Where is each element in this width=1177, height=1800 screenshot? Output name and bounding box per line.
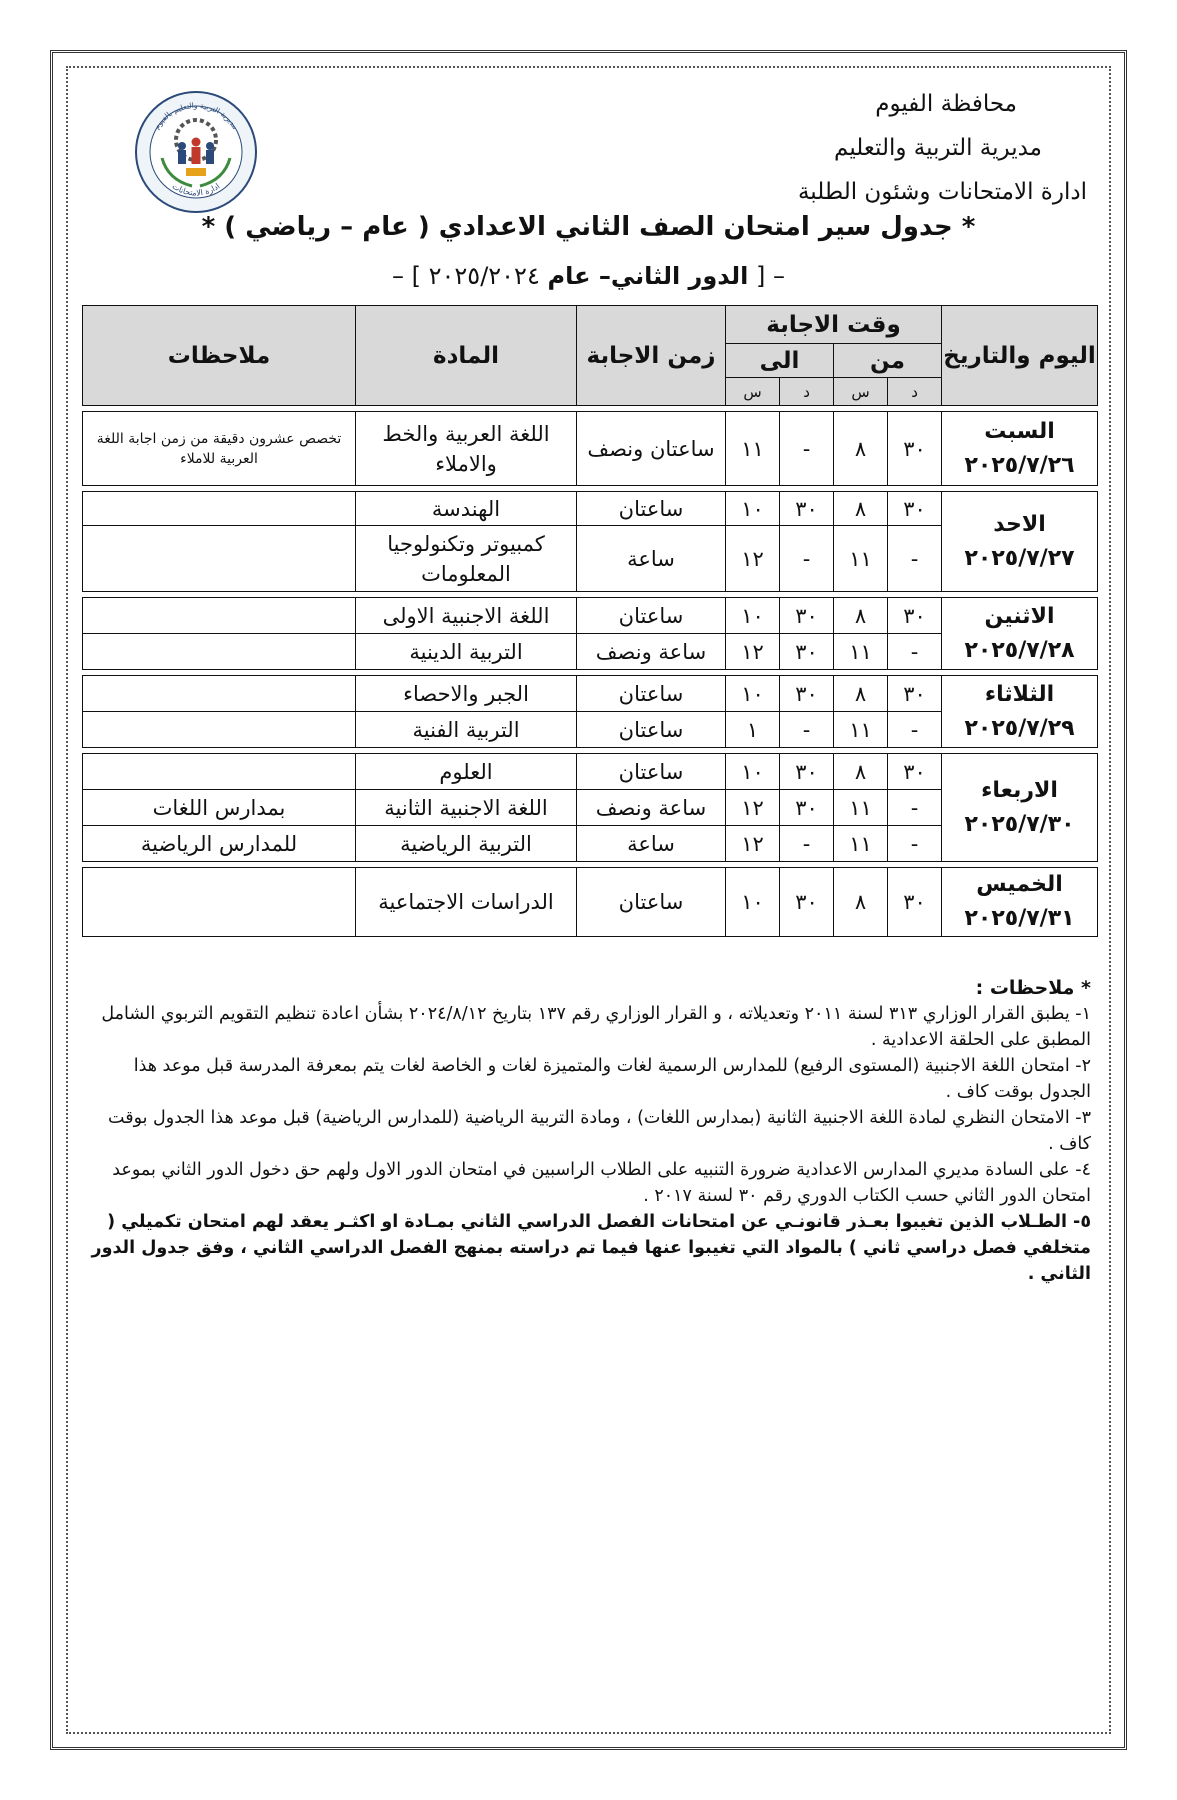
day-cell-monday bbox=[942, 598, 1098, 670]
directorate-seal-logo bbox=[132, 88, 260, 216]
from-minute: ٣٠ bbox=[888, 676, 942, 712]
from-hour: ٨ bbox=[834, 868, 888, 937]
to-minute: ٣٠ bbox=[780, 634, 834, 670]
from-minute: - bbox=[888, 634, 942, 670]
duration: ساعة ونصف bbox=[577, 790, 726, 826]
day-name: الخميس bbox=[976, 872, 1063, 897]
note bbox=[83, 492, 356, 526]
from-minute: ٣٠ bbox=[888, 598, 942, 634]
table-row bbox=[83, 412, 1098, 486]
to-minute: ٣٠ bbox=[780, 754, 834, 790]
directorate-name: مديرية التربية والتعليم bbox=[834, 135, 1042, 161]
header-notes: ملاحظات bbox=[83, 306, 356, 406]
to-hour: ١٠ bbox=[726, 754, 780, 790]
day-cell-wednesday bbox=[942, 754, 1098, 862]
from-minute: - bbox=[888, 790, 942, 826]
duration: ساعتان bbox=[577, 676, 726, 712]
from-hour: ٨ bbox=[834, 492, 888, 526]
from-hour: ٨ bbox=[834, 676, 888, 712]
day-name: الاحد bbox=[993, 511, 1046, 537]
subtitle-year: ٢٠٢٥/٢٠٢٤ ] – bbox=[392, 262, 548, 290]
to-minute: - bbox=[780, 526, 834, 592]
duration: ساعة bbox=[577, 526, 726, 592]
to-hour: ١٢ bbox=[726, 826, 780, 862]
note bbox=[83, 634, 356, 670]
to-minute: ٣٠ bbox=[780, 868, 834, 937]
note-item-2: ٢- امتحان اللغة الاجنبية (المستوى الرفيع) للمدارس الرسمية لغات والمتميزة لغات و الخاصة لغات يتم بمعرفة المدرسة قبل موعد هذا الجدول بوقت كاف . bbox=[133, 1056, 1091, 1102]
subject: كمبيوتر وتكنولوجيا المعلومات bbox=[356, 526, 577, 592]
to-hour: ١٠ bbox=[726, 492, 780, 526]
day-cell-tuesday bbox=[942, 676, 1098, 748]
day-date: ٢٠٢٥/٧/٢٦ bbox=[964, 452, 1075, 478]
header-duration: زمن الاجابة bbox=[577, 306, 726, 406]
to-hour: ١٠ bbox=[726, 868, 780, 937]
subject: اللغة الاجنبية الثانية bbox=[356, 790, 577, 826]
to-hour: ١٢ bbox=[726, 526, 780, 592]
from-minute: ٣٠ bbox=[888, 868, 942, 937]
note: تخصص عشرون دقيقة من زمن اجابة اللغة العربية للاملاء bbox=[83, 412, 356, 486]
from-minute: - bbox=[888, 712, 942, 748]
note bbox=[83, 526, 356, 592]
from-hour: ٨ bbox=[834, 412, 888, 486]
subject: التربية الرياضية bbox=[356, 826, 577, 862]
to-minute: ٣٠ bbox=[780, 676, 834, 712]
duration: ساعتان bbox=[577, 492, 726, 526]
subject: الدراسات الاجتماعية bbox=[356, 868, 577, 937]
day-date: ٢٠٢٥/٧/٢٧ bbox=[964, 545, 1075, 571]
note bbox=[83, 712, 356, 748]
from-minute: ٣٠ bbox=[888, 492, 942, 526]
subject: اللغة العربية والخط والاملاء bbox=[356, 412, 577, 486]
header-to-hour: س bbox=[726, 378, 780, 406]
header-subject: المادة bbox=[356, 306, 577, 406]
subject: الجبر والاحصاء bbox=[356, 676, 577, 712]
svg-text:ادارة الامتحانات: ادارة الامتحانات bbox=[170, 181, 222, 198]
duration: ساعتان bbox=[577, 868, 726, 937]
to-hour: ١٢ bbox=[726, 790, 780, 826]
table-row bbox=[83, 492, 1098, 526]
to-hour: ١ bbox=[726, 712, 780, 748]
header-to-minute: د bbox=[780, 378, 834, 406]
from-minute: - bbox=[888, 526, 942, 592]
department-name: ادارة الامتحانات وشئون الطلبة bbox=[797, 179, 1087, 205]
header-from-hour: س bbox=[834, 378, 888, 406]
to-minute: - bbox=[780, 826, 834, 862]
table-row bbox=[83, 598, 1098, 634]
table-row bbox=[83, 868, 1098, 937]
from-hour: ١١ bbox=[834, 634, 888, 670]
from-hour: ١١ bbox=[834, 526, 888, 592]
to-minute: ٣٠ bbox=[780, 492, 834, 526]
from-hour: ١١ bbox=[834, 790, 888, 826]
day-date: ٢٠٢٥/٧/٣١ bbox=[964, 906, 1075, 931]
note bbox=[83, 754, 356, 790]
header-day-date: اليوم والتاريخ bbox=[942, 306, 1098, 406]
duration: ساعتان bbox=[577, 712, 726, 748]
document-subtitle bbox=[0, 262, 1177, 290]
note bbox=[83, 598, 356, 634]
document-title: * جدول سير امتحان الصف الثاني الاعدادي ( عام – رياضي ) * bbox=[201, 212, 976, 242]
note-item-3: ٣- الامتحان النظري لمادة اللغة الاجنبية الثانية (بمدارس اللغات) ، ومادة التربية الرياضية (للمدارس الرياضية) قبل موعد هذا الجدول بوقت كاف . bbox=[108, 1108, 1091, 1154]
duration: ساعتان bbox=[577, 598, 726, 634]
from-hour: ٨ bbox=[834, 598, 888, 634]
header-answer-time: وقت الاجابة bbox=[726, 306, 942, 344]
to-hour: ١٠ bbox=[726, 598, 780, 634]
table-row bbox=[83, 676, 1098, 712]
duration: ساعتان ونصف bbox=[577, 412, 726, 486]
note: بمدارس اللغات bbox=[83, 790, 356, 826]
day-date: ٢٠٢٥/٧/٢٨ bbox=[964, 637, 1075, 663]
to-hour: ١٠ bbox=[726, 676, 780, 712]
note-item-5: ٥- الطـلاب الذين تغيبوا بعـذر قانونـي عن امتحانات الفصل الدراسي الثاني بمـادة او اكثـر يعقد لهم امتحان تكميلي ( متخلفي فصل دراسي ثاني ) بالمواد التي تغيبوا عنها فيما تم دراسته بمنهج الفصل الدراسي الثاني ، وفق جدول الدور الثاني . bbox=[91, 1212, 1091, 1284]
day-cell-sunday bbox=[942, 492, 1098, 592]
to-minute: ٣٠ bbox=[780, 598, 834, 634]
day-date: ٢٠٢٥/٧/٢٩ bbox=[964, 715, 1075, 741]
notes-section bbox=[82, 975, 1091, 1287]
header-from: من bbox=[834, 344, 942, 378]
duration: ساعتان bbox=[577, 754, 726, 790]
duration: ساعة ونصف bbox=[577, 634, 726, 670]
governorate-name: محافظة الفيوم bbox=[875, 91, 1017, 117]
subject: اللغة الاجنبية الاولى bbox=[356, 598, 577, 634]
header-from-minute: د bbox=[888, 378, 942, 406]
subtitle-round: الدور الثاني– عام bbox=[547, 262, 749, 290]
letterhead bbox=[707, 82, 1087, 214]
to-minute: - bbox=[780, 712, 834, 748]
day-name: الاثنين bbox=[984, 603, 1055, 629]
notes-heading: * ملاحظات : bbox=[975, 977, 1091, 999]
day-cell-saturday bbox=[942, 412, 1098, 486]
to-hour: ١٢ bbox=[726, 634, 780, 670]
subject: التربية الفنية bbox=[356, 712, 577, 748]
note-item-4: ٤- على السادة مديري المدارس الاعدادية ضرورة التنبيه على الطلاب الراسبين في امتحان الدور الاول ولهم حق دخول الدور الثاني بموعد امتحان الدور الثاني حسب الكتاب الدوري رقم ٣٠ لسنة ٢٠١٧ . bbox=[112, 1160, 1091, 1206]
from-hour: ٨ bbox=[834, 754, 888, 790]
from-hour: ١١ bbox=[834, 712, 888, 748]
duration: ساعة bbox=[577, 826, 726, 862]
to-minute: - bbox=[780, 412, 834, 486]
table-row bbox=[83, 754, 1098, 790]
day-cell-thursday bbox=[942, 868, 1098, 937]
note bbox=[83, 676, 356, 712]
exam-schedule-table bbox=[82, 305, 1098, 937]
day-name: الثلاثاء bbox=[984, 681, 1055, 707]
day-name: الاربعاء bbox=[981, 777, 1058, 803]
from-minute: ٣٠ bbox=[888, 412, 942, 486]
to-hour: ١١ bbox=[726, 412, 780, 486]
subject: التربية الدينية bbox=[356, 634, 577, 670]
from-minute: ٣٠ bbox=[888, 754, 942, 790]
note bbox=[83, 868, 356, 937]
svg-text:مديرية التربية والتعليم بالفيو: مديرية التربية والتعليم بالفيوم bbox=[152, 100, 240, 131]
note: للمدارس الرياضية bbox=[83, 826, 356, 862]
day-name: السبت bbox=[984, 418, 1055, 444]
from-minute: - bbox=[888, 826, 942, 862]
to-minute: ٣٠ bbox=[780, 790, 834, 826]
subtitle-prefix: – [ bbox=[748, 262, 785, 290]
from-hour: ١١ bbox=[834, 826, 888, 862]
subject: الهندسة bbox=[356, 492, 577, 526]
note-item-1: ١- يطبق القرار الوزاري ٣١٣ لسنة ٢٠١١ وتعديلاته ، و القرار الوزاري رقم ١٣٧ بتاريخ ٢٠٢٤/٨/١٢ بشأن اعادة تنظيم التقويم التربوي الشامل المطبق على الحلقة الاعدادية . bbox=[101, 1004, 1091, 1050]
header-to: الى bbox=[726, 344, 834, 378]
day-date: ٢٠٢٥/٧/٣٠ bbox=[964, 811, 1075, 837]
subject: العلوم bbox=[356, 754, 577, 790]
